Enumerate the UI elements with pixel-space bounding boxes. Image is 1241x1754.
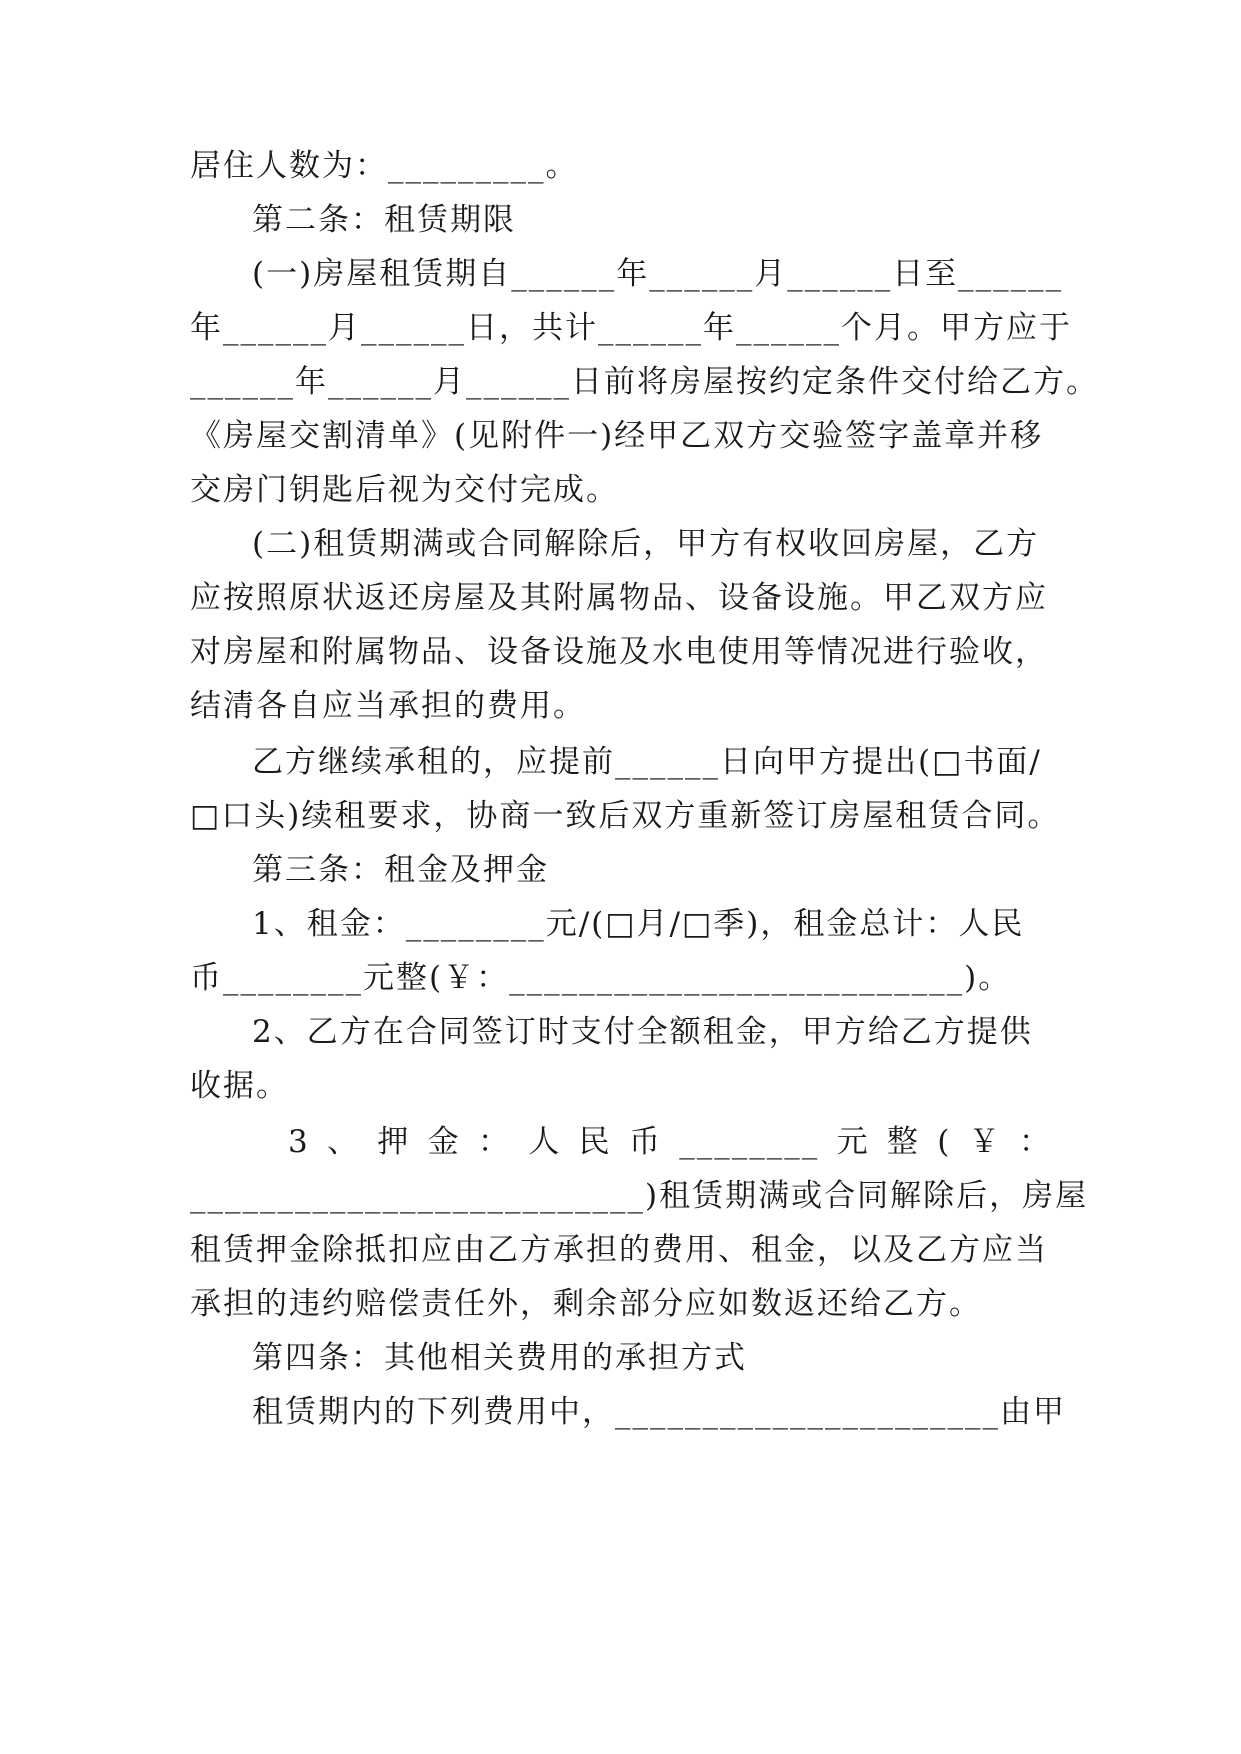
text-line-deposit: 3、押金：人民币________元整(￥： <box>288 1124 1052 1160</box>
heading-article-2: 第二条：租赁期限 <box>252 202 516 238</box>
text-line: (一)房屋租赁期自______年______月______日至______ <box>252 256 1064 292</box>
text-line: 乙方继续承租的，应提前______日向甲方提出(□书面/ <box>252 744 1042 780</box>
text-line: 1、租金：________元/(□月/□季)，租金总计：人民 <box>252 906 1025 942</box>
text-line: ______年______月______日前将房屋按约定条件交付给乙方。 <box>190 364 1099 400</box>
text-line: 结清各自应当承担的费用。 <box>190 688 586 724</box>
text-line: 币________元整(￥：__________________________)。 <box>190 960 1012 996</box>
text-line: 2、乙方在合同签订时支付全额租金，甲方给乙方提供 <box>252 1014 1033 1050</box>
heading-article-3: 第三条：租金及押金 <box>252 852 549 888</box>
text-line: 应按照原状返还房屋及其附属物品、设备设施。甲乙双方应 <box>190 580 1048 616</box>
text-line: 《房屋交割清单》(见附件一)经甲乙双方交验签字盖章并移 <box>190 418 1044 454</box>
text-line-occupants: 居住人数为：_________。 <box>190 148 579 184</box>
text-line: 租赁押金除抵扣应由乙方承担的费用、租金，以及乙方应当 <box>190 1232 1048 1268</box>
text-line: 承担的违约赔偿责任外，剩余部分应如数返还给乙方。 <box>190 1286 982 1322</box>
text-line: 租赁期内的下列费用中，______________________由甲 <box>252 1394 1066 1430</box>
text-line: 对房屋和附属物品、设备设施及水电使用等情况进行验收， <box>190 634 1048 670</box>
text-line: □口头)续租要求，协商一致后双方重新签订房屋租赁合同。 <box>190 798 1061 834</box>
text-line: 交房门钥匙后视为交付完成。 <box>190 472 619 508</box>
text-line: 年______月______日，共计______年______个月。甲方应于 <box>190 310 1072 346</box>
heading-article-4: 第四条：其他相关费用的承担方式 <box>252 1340 747 1376</box>
text-line: __________________________)租赁期满或合同解除后，房屋 <box>190 1178 1089 1214</box>
text-line: 收据。 <box>190 1068 289 1104</box>
text-line: (二)租赁期满或合同解除后，甲方有权收回房屋，乙方 <box>252 526 1040 562</box>
